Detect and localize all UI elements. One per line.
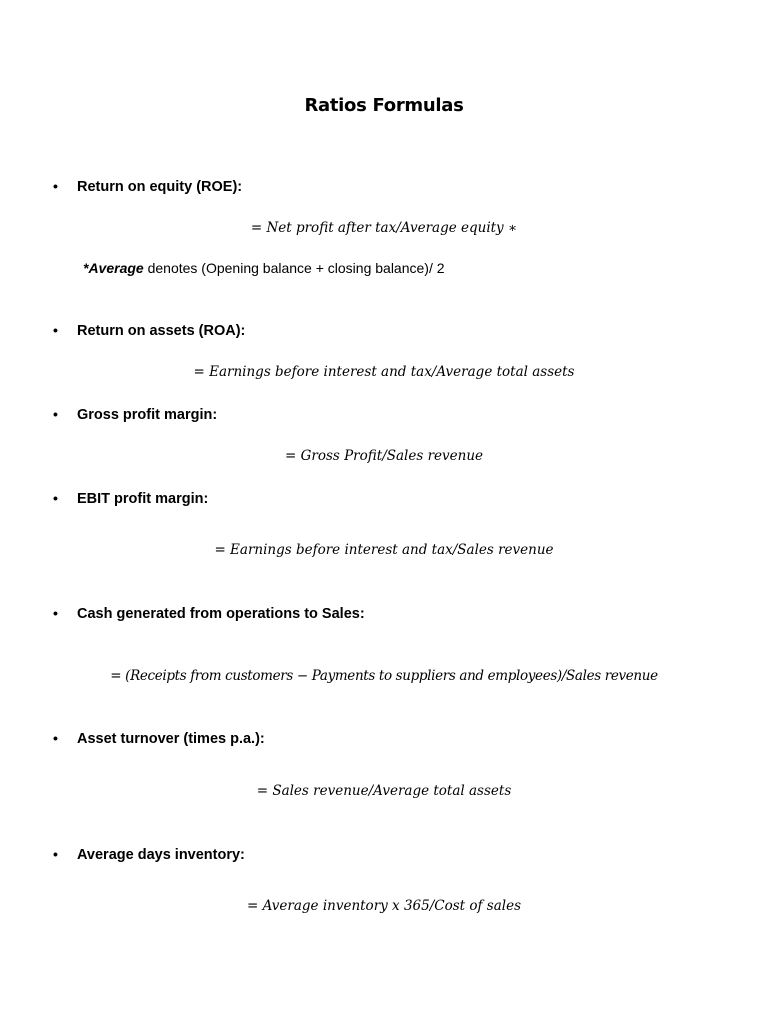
ratio-label: Return on assets (ROA): (77, 323, 246, 339)
ratio-formula: = Sales revenue/Average total assets (256, 783, 512, 799)
footnote-emphasis: *Average (83, 260, 144, 276)
bullet-icon: • (53, 490, 58, 506)
ratio-formula: = Average inventory x 365/Cost of sales (246, 898, 522, 914)
list-item-ebit-profit-margin (53, 488, 208, 508)
ratio-formula: = Earnings before interest and tax/Sales revenue (214, 542, 554, 558)
ratio-formula: = Earnings before interest and tax/Average total assets (193, 364, 575, 380)
ratio-label: Return on equity (ROE): (77, 179, 243, 195)
bullet-icon: • (53, 406, 58, 422)
list-item-roa (53, 320, 245, 340)
footnote-text: denotes (Opening balance + closing balance)/ 2 (143, 260, 445, 276)
ratio-label: EBIT profit margin: (77, 491, 209, 507)
bullet-icon: • (53, 730, 58, 746)
ratio-formula: = (Receipts from customers − Payments to suppliers and employees)/Sales revenue (110, 668, 658, 684)
bullet-icon: • (53, 846, 58, 862)
bullet-icon: • (53, 178, 58, 194)
ratio-label: Gross profit margin: (77, 407, 218, 423)
ratio-formula: = Net profit after tax/Average equity ∗ (250, 220, 518, 236)
ratio-label: Average days inventory: (77, 847, 245, 863)
ratio-formula: = Gross Profit/Sales revenue (284, 448, 484, 464)
list-item-roe (53, 176, 242, 196)
bullet-icon: • (53, 322, 58, 338)
list-item-average-days-inventory (53, 844, 245, 864)
list-item-gross-profit-margin (53, 404, 217, 424)
ratio-label: Cash generated from operations to Sales: (77, 606, 365, 622)
list-item-asset-turnover (53, 728, 265, 748)
footnote (83, 258, 445, 278)
list-item-cash-from-operations (53, 603, 365, 623)
page-title: Ratios Formulas (304, 95, 464, 116)
bullet-icon: • (53, 605, 58, 621)
ratio-label: Asset turnover (times p.a.): (77, 731, 265, 747)
